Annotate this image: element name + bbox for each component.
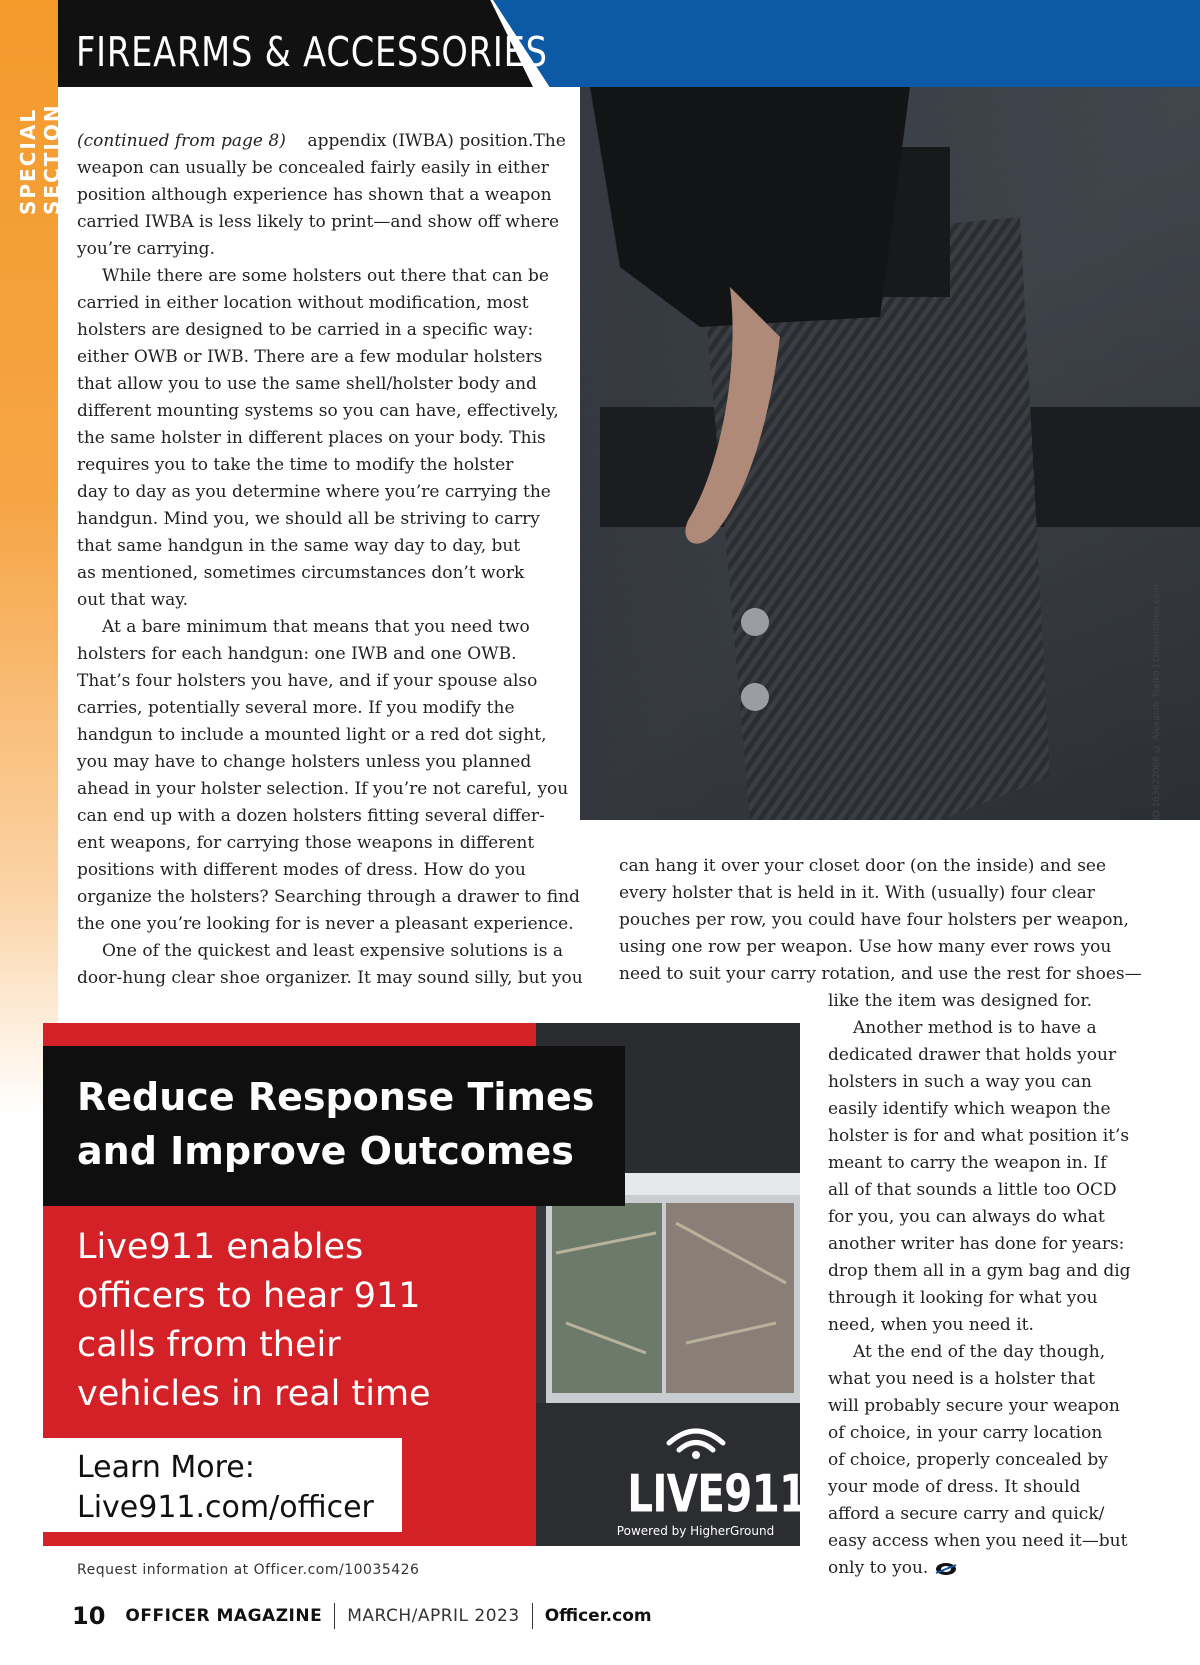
article-line: ent weapons, for carrying those weapons in different bbox=[77, 833, 535, 853]
ad-sub-line-1: Live911 enables bbox=[77, 1227, 364, 1267]
article-line: your mode of dress. It should bbox=[828, 1477, 1081, 1497]
article-line: can hang it over your closet door (on the inside) and see bbox=[619, 856, 1107, 876]
article-line: carried in either location without modification, most bbox=[77, 293, 529, 313]
section-label: SPECIAL SECTION bbox=[16, 103, 64, 215]
end-mark-icon bbox=[934, 1561, 958, 1577]
footer-divider bbox=[532, 1603, 533, 1629]
article-line: That’s four holsters you have, and if your spouse also bbox=[77, 671, 538, 691]
article-line bbox=[77, 128, 572, 155]
article-line: positions with different modes of dress. How do you bbox=[77, 860, 526, 880]
article-line: the one you’re looking for is never a pleasant experience. bbox=[77, 914, 574, 934]
article-line: requires you to take the time to modify the holster bbox=[77, 455, 514, 475]
article-line: holsters for each handgun: one IWB and one OWB. bbox=[77, 644, 517, 664]
article-column-3 bbox=[828, 988, 1148, 1582]
wifi-icon bbox=[661, 1423, 731, 1459]
header-accent bbox=[493, 0, 1200, 87]
photo-credit: ID 163622066 © Alexandr Tsalko | Dreamstime.com bbox=[1152, 584, 1162, 820]
article-line: At a bare minimum that means that you need two bbox=[102, 617, 530, 637]
footer-divider bbox=[334, 1603, 335, 1629]
magazine-name: OFFICER MAGAZINE bbox=[125, 1606, 323, 1626]
issue-date: MARCH/APRIL 2023 bbox=[347, 1606, 520, 1626]
article-line: all of that sounds a little too OCD bbox=[828, 1180, 1117, 1200]
article-column-2 bbox=[619, 853, 1142, 988]
article-line: day to day as you determine where you’re carrying the bbox=[77, 482, 551, 502]
page-number: 10 bbox=[72, 1602, 106, 1630]
holster-illustration bbox=[580, 87, 1200, 820]
article-line: you may have to change holsters unless you planned bbox=[77, 752, 532, 772]
ad-sub-line-2: officers to hear 911 bbox=[77, 1276, 421, 1316]
continued-note: (continued from page 8) bbox=[77, 131, 286, 151]
ad-cta-link[interactable]: Live911.com/officer bbox=[77, 1490, 374, 1525]
article-line: like the item was designed for. bbox=[828, 991, 1093, 1011]
article-line: weapon can usually be concealed fairly easily in either bbox=[77, 158, 549, 178]
site-link[interactable]: Officer.com bbox=[544, 1606, 652, 1626]
article-line: for you, you can always do what bbox=[828, 1207, 1105, 1227]
article-line: door-hung clear shoe organizer. It may sound silly, but you bbox=[77, 968, 583, 988]
article-line: carried IWBA is less likely to print—and show off where bbox=[77, 212, 560, 232]
ad-cta-label: Learn More: bbox=[77, 1450, 255, 1485]
article-line: that same handgun in the same way day to day, but bbox=[77, 536, 521, 556]
article-line: what you need is a holster that bbox=[828, 1369, 1096, 1389]
article-line: easy access when you need it—but bbox=[828, 1531, 1128, 1551]
article-line: handgun. Mind you, we should all be striving to carry bbox=[77, 509, 540, 529]
article-line: While there are some holsters out there that can be bbox=[102, 266, 549, 286]
live911-logo bbox=[608, 1423, 816, 1539]
article-line: that allow you to use the same shell/holster body and bbox=[77, 374, 537, 394]
article-line-text: appendix (IWBA) position.The bbox=[307, 131, 566, 151]
ad-subheadline bbox=[77, 1223, 431, 1419]
article-line: ahead in your holster selection. If you’re not careful, you bbox=[77, 779, 569, 799]
article-line: need, when you need it. bbox=[828, 1315, 1034, 1335]
article-line: out that way. bbox=[77, 590, 189, 610]
article-line: need to suit your carry rotation, and use the rest for shoes— bbox=[619, 964, 1142, 984]
article-line: carries, potentially several more. If you modify the bbox=[77, 698, 515, 718]
article-line: every holster that is held in it. With (usually) four clear bbox=[619, 883, 1095, 903]
ad-learn-more[interactable] bbox=[43, 1438, 402, 1532]
article-line: dedicated drawer that holds your bbox=[828, 1045, 1117, 1065]
article-line: can end up with a dozen holsters fitting several differ- bbox=[77, 806, 545, 826]
article-line: through it looking for what you bbox=[828, 1288, 1098, 1308]
article-line: only to you. bbox=[828, 1555, 1148, 1582]
article-line: different mounting systems so you can have, effectively, bbox=[77, 401, 559, 421]
article-line: of choice, in your carry location bbox=[828, 1423, 1103, 1443]
section-title: FIREARMS & ACCESSORIES bbox=[76, 28, 548, 76]
ad-sub-line-4: vehicles in real time bbox=[77, 1374, 431, 1414]
article-line: organize the holsters? Searching through a drawer to find bbox=[77, 887, 580, 907]
article-line: holsters in such a way you can bbox=[828, 1072, 1092, 1092]
ad-headline-line-2: and Improve Outcomes bbox=[77, 1129, 574, 1173]
ad-headline-line-1: Reduce Response Times bbox=[77, 1075, 595, 1119]
article-line: easily identify which weapon the bbox=[828, 1099, 1111, 1119]
article-line: afford a secure carry and quick/ bbox=[828, 1504, 1105, 1524]
article-line: you’re carrying. bbox=[77, 239, 215, 259]
article-line: as mentioned, sometimes circumstances don’t work bbox=[77, 563, 525, 583]
article-line: using one row per weapon. Use how many ever rows you bbox=[619, 937, 1112, 957]
article-line: meant to carry the weapon in. If bbox=[828, 1153, 1107, 1173]
ad-headline bbox=[43, 1046, 625, 1206]
article-line: of choice, properly concealed by bbox=[828, 1450, 1108, 1470]
logo-wordmark: LIVE911™ bbox=[627, 1464, 816, 1525]
article-line: drop them all in a gym bag and dig bbox=[828, 1261, 1131, 1281]
article-line: holsters are designed to be carried in a specific way: bbox=[77, 320, 534, 340]
logo-tagline: Powered by HigherGround bbox=[616, 1524, 775, 1539]
article-line: position although experience has shown that a weapon bbox=[77, 185, 552, 205]
article-column-1 bbox=[77, 128, 583, 992]
page-footer bbox=[72, 1601, 652, 1631]
article-line: At the end of the day though, bbox=[853, 1342, 1106, 1362]
article-line: holster is for and what position it’s bbox=[828, 1126, 1130, 1146]
ad-sub-line-3: calls from their bbox=[77, 1325, 341, 1365]
article-line: either OWB or IWB. There are a few modular holsters bbox=[77, 347, 543, 367]
article-line: pouches per row, you could have four holsters per weapon, bbox=[619, 910, 1129, 930]
article-line: Another method is to have a bbox=[853, 1018, 1097, 1038]
article-line: handgun to include a mounted light or a red dot sight, bbox=[77, 725, 547, 745]
article-line: the same holster in different places on your body. This bbox=[77, 428, 546, 448]
article-line: One of the quickest and least expensive solutions is a bbox=[102, 941, 563, 961]
request-info[interactable]: Request information at Officer.com/10035426 bbox=[77, 1562, 420, 1578]
article-line: will probably secure your weapon bbox=[828, 1396, 1120, 1416]
live911-ad[interactable] bbox=[43, 1023, 816, 1546]
holster-photo bbox=[580, 87, 1200, 820]
article-line: another writer has done for years: bbox=[828, 1234, 1125, 1254]
